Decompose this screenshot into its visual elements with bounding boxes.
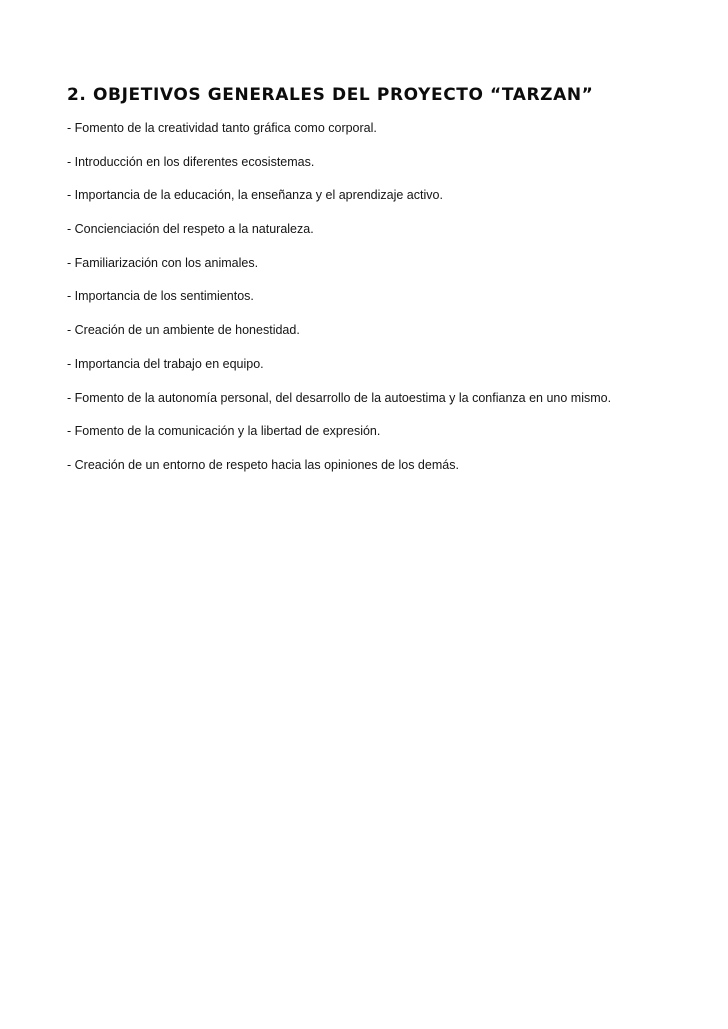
objective-item: - Concienciación del respeto a la naturaleza. [67, 222, 314, 237]
section-heading: 2. OBJETIVOS GENERALES DEL PROYECTO “TARZAN” [67, 85, 594, 105]
document-content [67, 82, 707, 491]
objectives-list [67, 120, 707, 473]
objective-item: - Creación de un entorno de respeto hacia las opiniones de los demás. [67, 457, 459, 472]
objective-item: - Familiarización con los animales. [67, 255, 259, 270]
objective-item: - Importancia de la educación, la enseñanza y el aprendizaje activo. [67, 188, 443, 203]
objective-item: - Fomento de la comunicación y la libertad de expresión. [67, 424, 381, 439]
objective-item: - Creación de un ambiente de honestidad. [67, 323, 300, 338]
objective-item: - Introducción en los diferentes ecosistemas. [67, 154, 315, 169]
objective-item: - Fomento de la creatividad tanto gráfica como corporal. [67, 121, 377, 135]
objective-item: - Importancia de los sentimientos. [67, 289, 254, 304]
objective-item: - Fomento de la autonomía personal, del desarrollo de la autoestima y la confianza en uno mismo. [67, 390, 612, 405]
objective-item: - Importancia del trabajo en equipo. [67, 356, 264, 371]
